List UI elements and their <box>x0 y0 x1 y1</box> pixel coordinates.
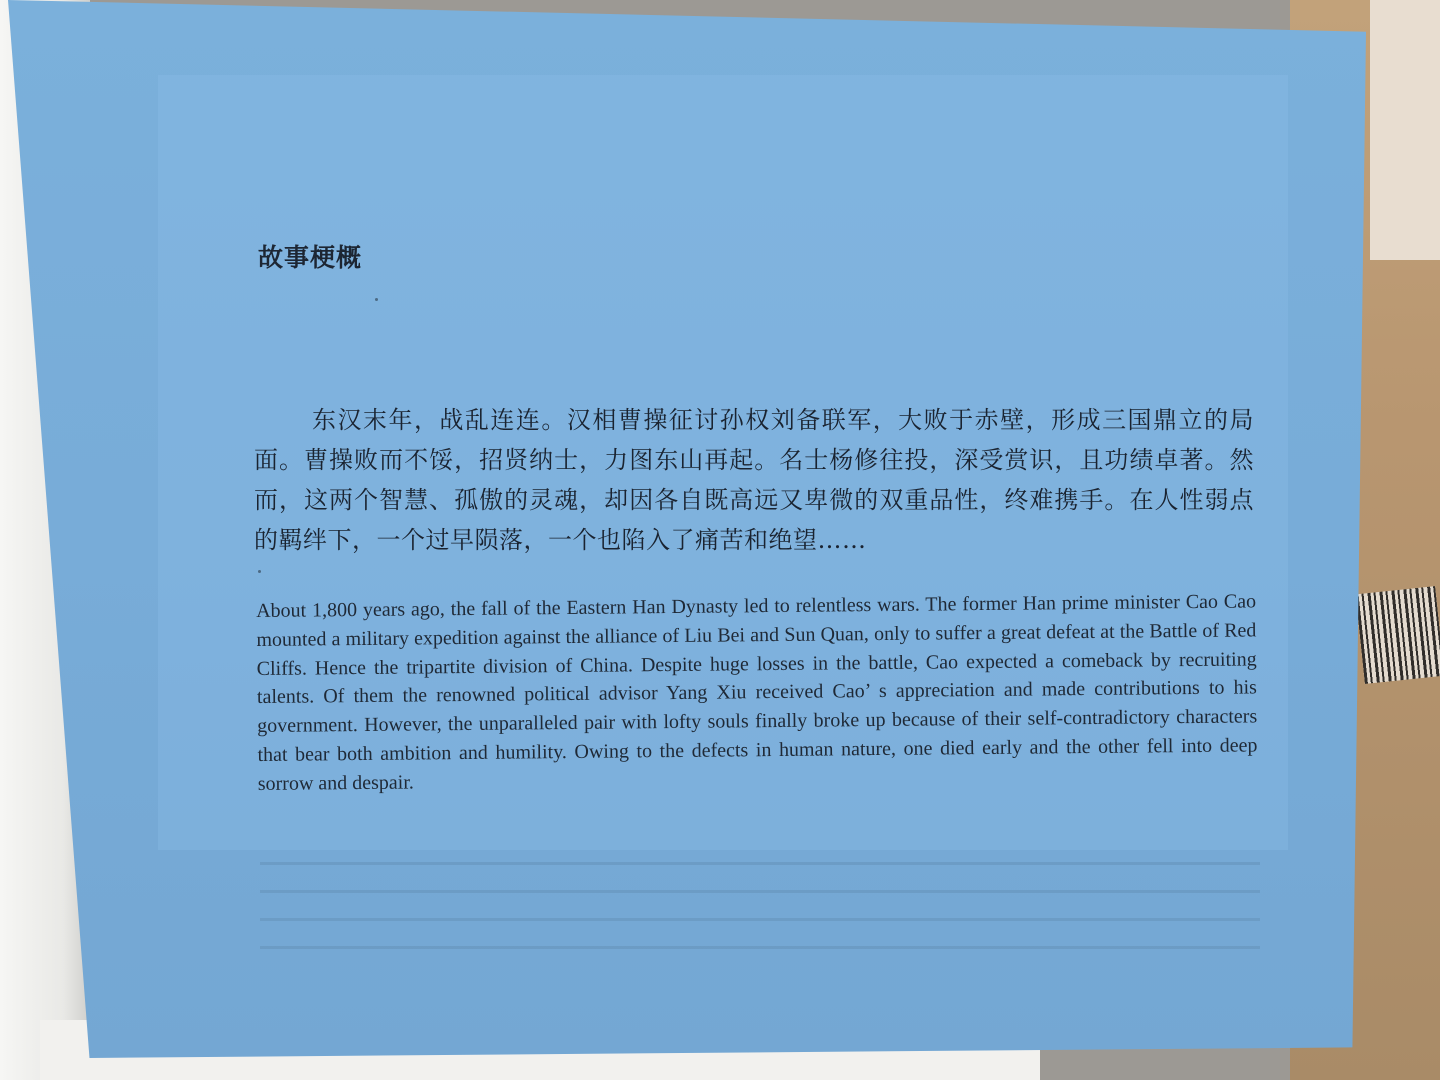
synopsis-chinese-paragraph: 东汉末年，战乱连连。汉相曹操征讨孙权刘备联军，大败于赤壁，形成三国鼎立的局面。曹操败而不馁，招贤纳士，力图东山再起。名士杨修往投，深受赏识，且功绩卓著。然而，这两个智慧、孤傲的灵魂，却因各自既高远又卑微的双重品性，终难携手。在人性弱点的羁绊下，一个过早陨落，一个也陷入了痛苦和绝望…… <box>254 406 1254 554</box>
paper-speck <box>375 298 378 301</box>
barcode-sticker <box>1356 586 1440 684</box>
box-label-area <box>1370 0 1440 260</box>
synopsis-heading: 故事梗概 <box>258 243 363 272</box>
show-through-text <box>260 862 1260 952</box>
paper-speck <box>258 570 261 573</box>
synopsis-english-paragraph: About 1,800 years ago, the fall of the Eastern Han Dynasty led to relentless wars. The former Han prime minister Cao Cao mounted a military expedition against the alliance of Liu Bei and Sun Quan, only to suffer a great defeat at the Battle of Red Cliffs. Hence the tripartite division of China. Despite huge losses in the battle, Cao expected a comeback by recruiting talents. Of them the renowned political advisor Yang Xiu received Cao’ s appreciation and made contributions to his government. However, the unparalleled pair with lofty souls finally broke up because of their self-contradictory characters that bear both ambition and humility. Owing to the defects in human nature, one died early and the other fell into deep sorrow and despair. <box>256 590 1258 795</box>
